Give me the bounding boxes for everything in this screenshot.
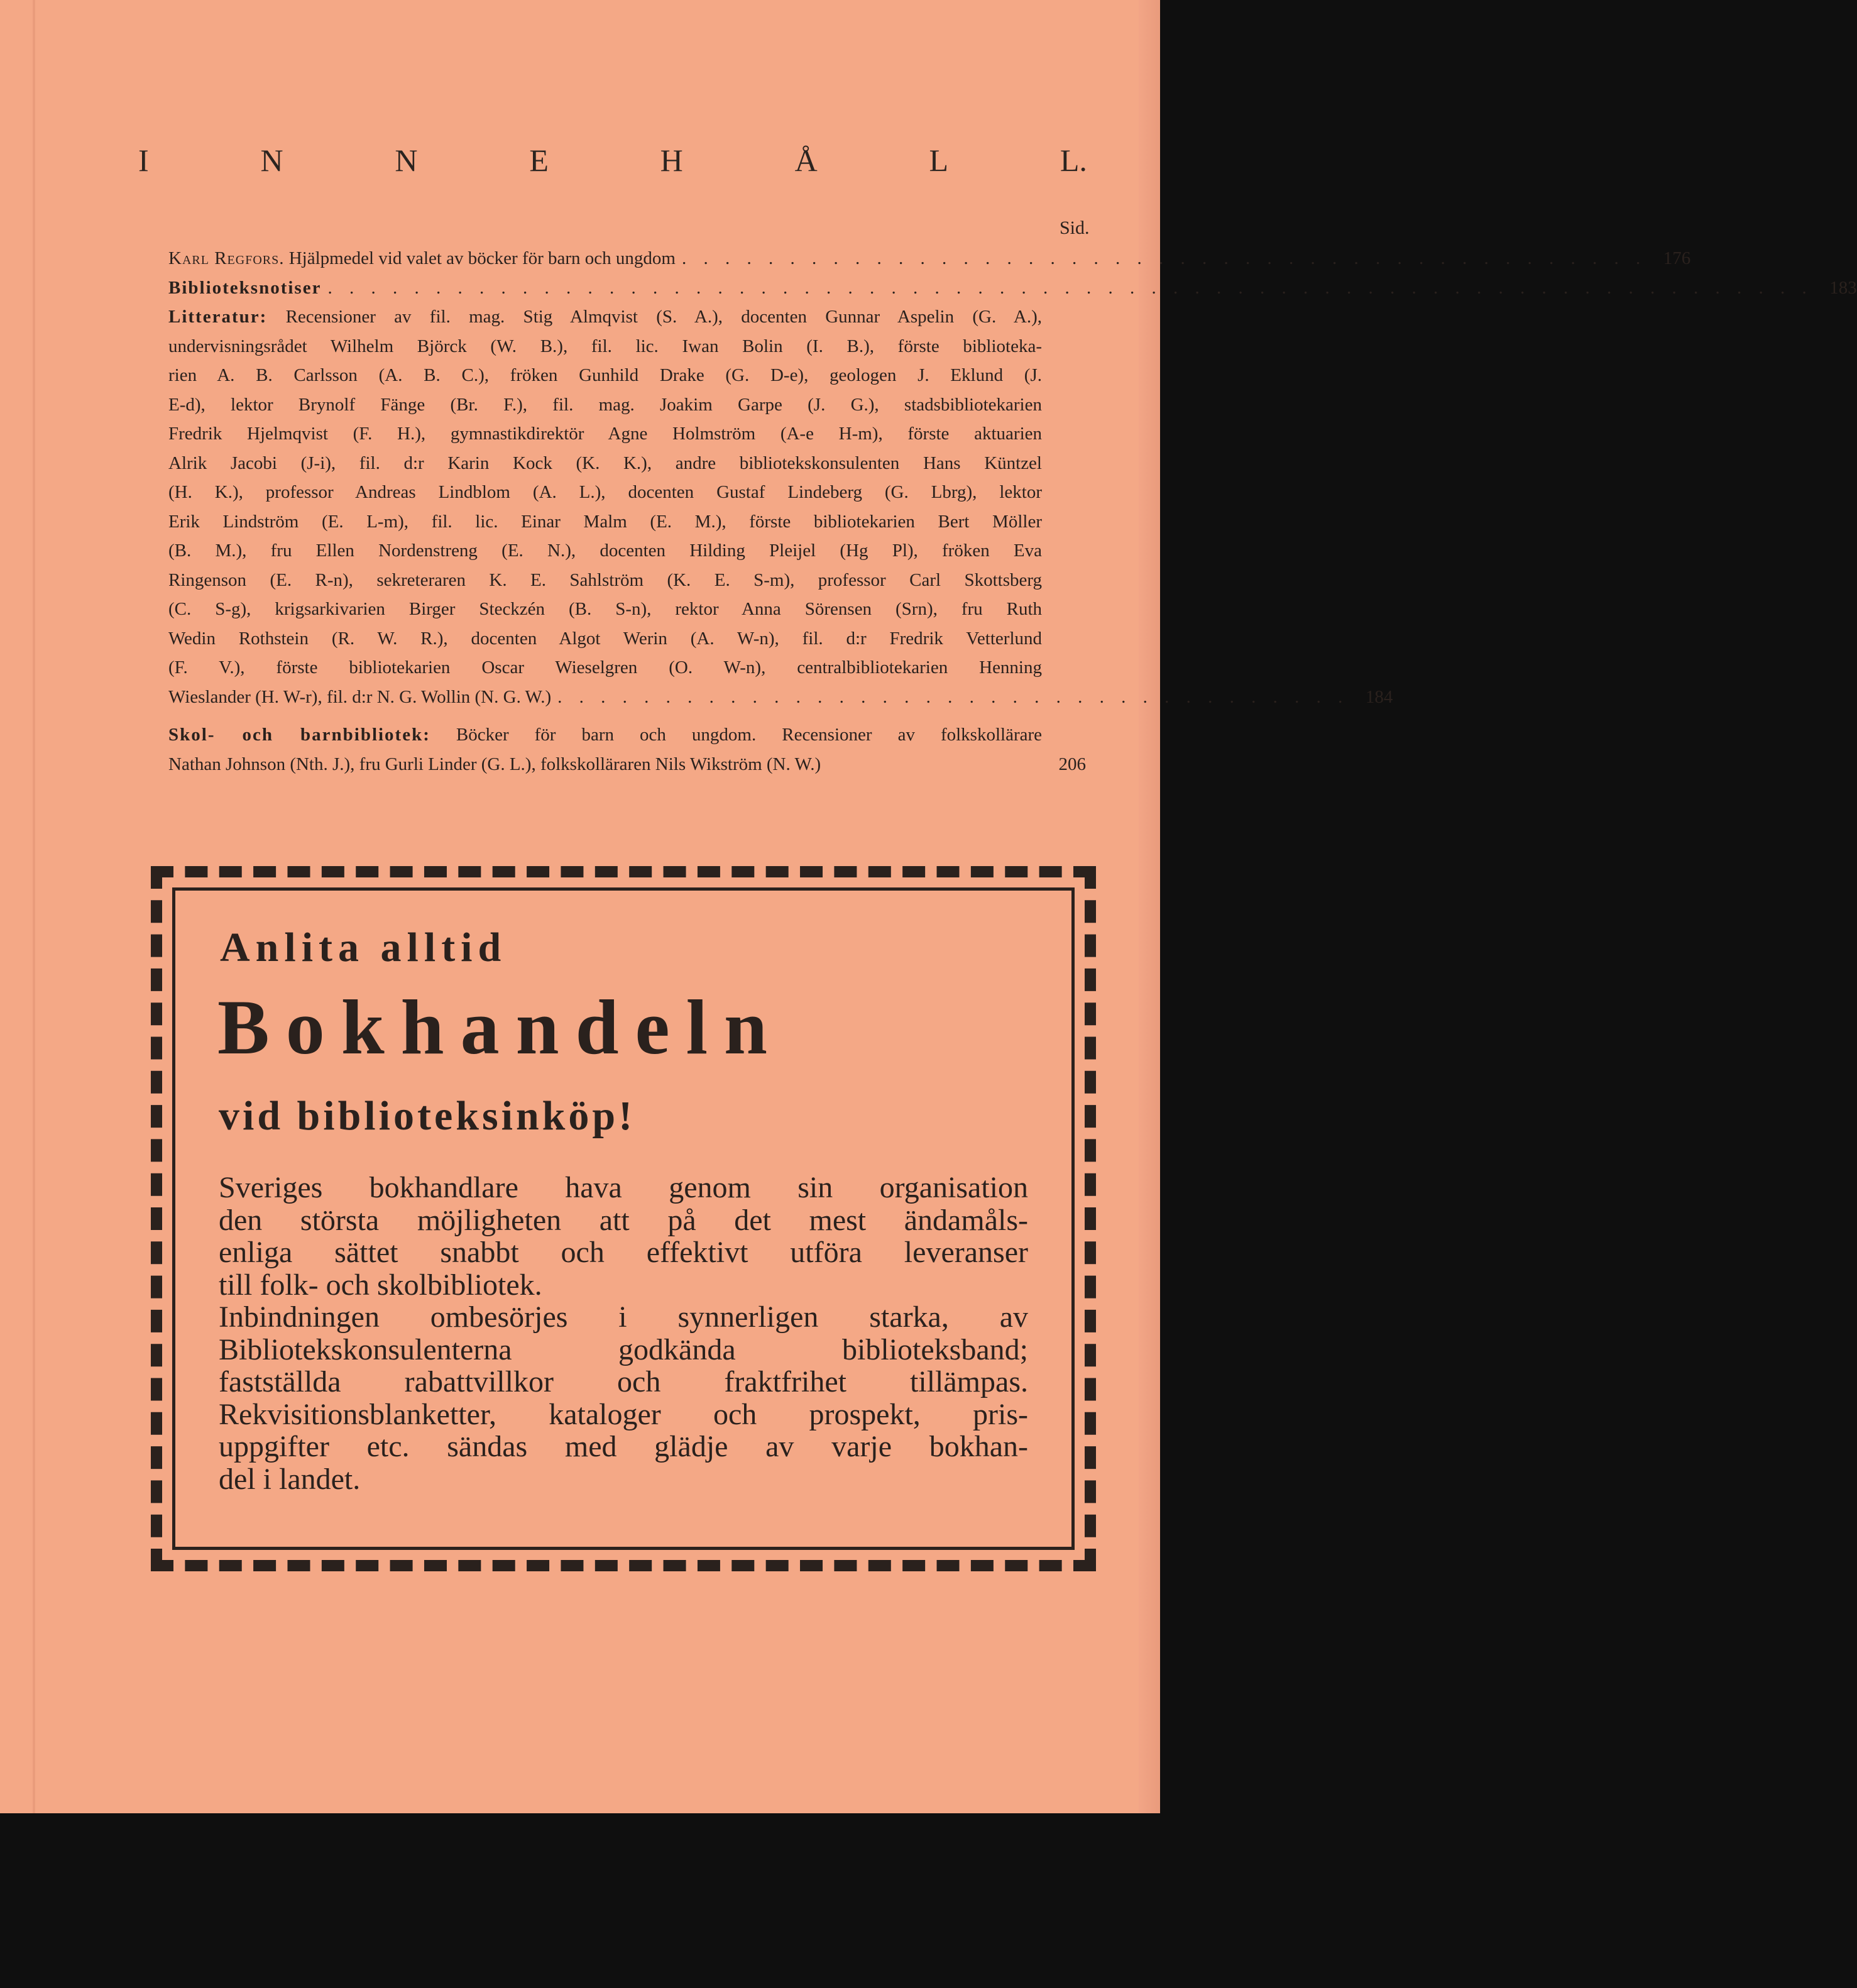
- toc-line: (C. S-g), krigsarkivarien Birger Steckzén (B. S-n), rektor Anna Sörensen (Srn), fru Ruth: [168, 599, 1042, 619]
- ad-body-line: fastställda rabattvillkor och fraktfrihet tillämpas.: [219, 1365, 1028, 1398]
- title-letter: I: [138, 143, 149, 178]
- title-letter: N: [395, 143, 418, 178]
- toc-entry: [168, 244, 1691, 273]
- toc-line: Nathan Johnson (Nth. J.), fru Gurli Linder (G. L.), folkskolläraren Nils Wikström (N. W.): [168, 754, 821, 774]
- page-fold-shadow: [33, 0, 35, 1813]
- toc-line: [168, 302, 1042, 332]
- toc-page-number: 176: [1663, 248, 1691, 268]
- toc-line: Alrik Jacobi (J-i), fil. d:r Karin Kock (K. K.), andre bibliotekskonsulenten Hans Küntzel: [168, 453, 1042, 473]
- page-title: [138, 142, 1087, 178]
- advertisement-box: [151, 866, 1096, 1571]
- toc-leader-dots: . . . . . . . . . . . . . . . . . . . . . . . . . . . . . . . . . . . . .: [557, 686, 1349, 707]
- toc-line-text: Recensioner av fil. mag. Stig Almqvist (S. A.), docenten Gunnar Aspelin (G. A.),: [285, 307, 1042, 327]
- ad-body-line: del i landet.: [219, 1462, 361, 1496]
- ad-body-line: den största möjligheten att på det mest ändamåls-: [219, 1203, 1028, 1237]
- toc-line: (B. M.), fru Ellen Nordenstreng (E. N.), docenten Hilding Pleijel (Hg Pl), fröken Eva: [168, 541, 1042, 561]
- ad-body-line: uppgifter etc. sändas med glädje av varje bokhan-: [219, 1430, 1028, 1463]
- toc-line: Wedin Rothstein (R. W. R.), docenten Algot Werin (A. W-n), fil. d:r Fredrik Vetterlund: [168, 628, 1042, 649]
- toc-line: Wieslander (H. W-r), fil. d:r N. G. Wollin (N. G. W.): [168, 686, 552, 707]
- ad-body-line: Inbindningen ombesörjes i synnerligen starka, av: [219, 1300, 1028, 1334]
- toc-line: undervisningsrådet Wilhelm Björck (W. B.), fil. lic. Iwan Bolin (I. B.), förste biblioteka-: [168, 336, 1042, 356]
- title-letter: Å: [794, 143, 818, 178]
- toc-page-number: 183: [1829, 277, 1857, 298]
- toc-title: Hjälpmedel vid valet av böcker för barn och ungdom: [288, 248, 676, 268]
- scan-background: [0, 1813, 1173, 1988]
- table-of-contents: [168, 244, 1857, 779]
- title-letter: N: [260, 143, 283, 178]
- toc-page-number: 206: [1058, 754, 1086, 774]
- ad-headline-1: Anlita alltid: [220, 925, 507, 970]
- toc-line: E-d), lektor Brynolf Fänge (Br. F.), fil. mag. Joakim Garpe (J. G.), stadsbibliotekarien: [168, 394, 1042, 415]
- title-letter: L: [929, 143, 949, 178]
- toc-line: rien A. B. Carlsson (A. B. C.), fröken Gunhild Drake (G. D-e), geologen J. Eklund (J.: [168, 365, 1042, 385]
- toc-line: Erik Lindström (E. L-m), fil. lic. Einar Malm (E. M.), förste bibliotekarien Bert Möller: [168, 511, 1042, 532]
- ad-body-line: till folk- och skolbibliotek.: [219, 1268, 542, 1302]
- page-column-label: Sid.: [1060, 217, 1090, 238]
- toc-entry: [168, 273, 1857, 303]
- ad-body: [219, 1172, 1028, 1495]
- toc-line: Fredrik Hjelmqvist (F. H.), gymnastikdirektör Agne Holmström (A-e H-m), förste aktuarien: [168, 424, 1042, 444]
- ad-body-line: enliga sättet snabbt och effektivt utföra leveranser: [219, 1236, 1028, 1269]
- toc-line: Ringenson (E. R-n), sekreteraren K. E. Sahlström (K. E. S-m), professor Carl Skottsberg: [168, 569, 1042, 590]
- toc-line: [168, 720, 1042, 750]
- toc-leader-dots: . . . . . . . . . . . . . . . . . . . . . . . . . . . . . . . . . . . . . . . . . . . . . . . . . . . . . . . . . . . . . . . . . . . . .: [327, 277, 1813, 298]
- toc-author: Karl Regfors.: [168, 248, 285, 268]
- title-letter: E: [529, 143, 549, 178]
- title-letter: H: [660, 143, 683, 178]
- toc-entry: [168, 720, 1086, 779]
- ad-headline-3: vid biblioteksinköp!: [219, 1093, 636, 1139]
- toc-heading: Biblioteksnotiser: [168, 277, 322, 298]
- toc-entry: [168, 302, 1393, 711]
- toc-heading: Skol- och barnbibliotek:: [168, 725, 430, 745]
- toc-line: (F. V.), förste bibliotekarien Oscar Wieselgren (O. W-n), centralbibliotekarien Henning: [168, 657, 1042, 678]
- toc-page-number: 184: [1365, 686, 1393, 707]
- toc-leader-dots: . . . . . . . . . . . . . . . . . . . . . . . . . . . . . . . . . . . . . . . . . . . . .: [681, 248, 1647, 268]
- title-letter: L.: [1060, 143, 1087, 178]
- toc-heading: Litteratur:: [168, 307, 268, 327]
- toc-line-text: Böcker för barn och ungdom. Recensioner av folkskollärare: [456, 725, 1042, 745]
- ad-body-line: Sveriges bokhandlare hava genom sin organisation: [219, 1171, 1028, 1204]
- toc-line: (H. K.), professor Andreas Lindblom (A. L.), docenten Gustaf Lindeberg (G. Lbrg), lektor: [168, 482, 1042, 502]
- ad-body-line: Bibliotekskonsulenterna godkända biblioteksband;: [219, 1332, 1028, 1366]
- ad-headline-2: Bokhandeln: [217, 984, 784, 1070]
- ad-body-line: Rekvisitionsblanketter, kataloger och prospekt, pris-: [219, 1397, 1028, 1431]
